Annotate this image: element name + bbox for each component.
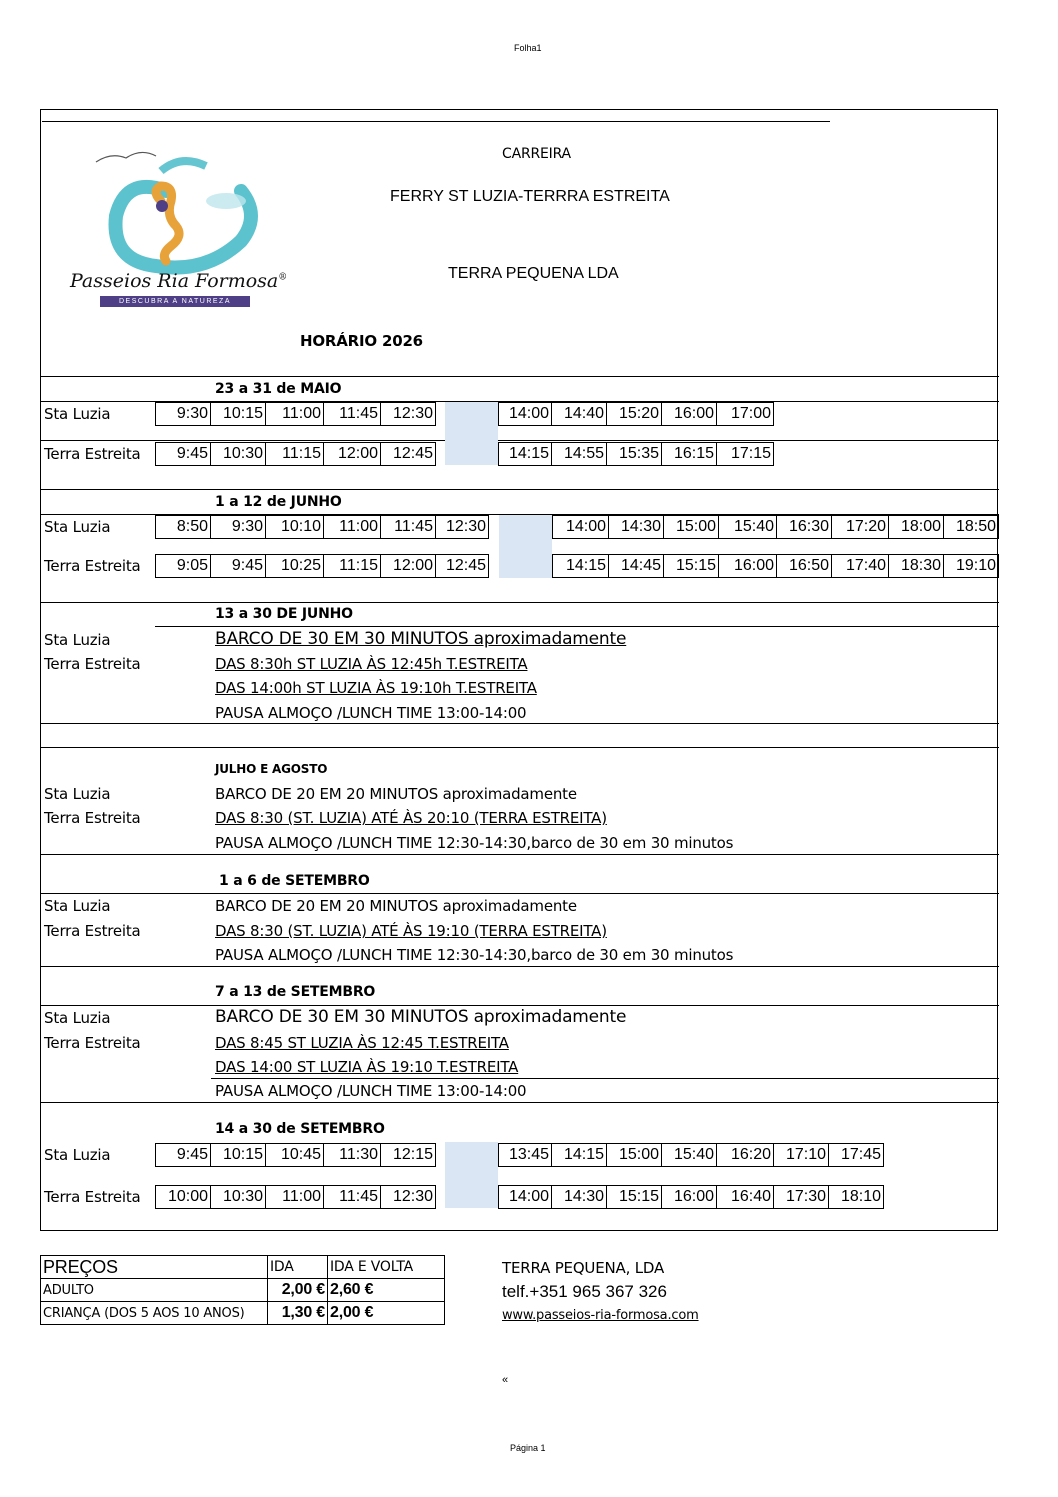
price-ida-volta: 2,00 € — [328, 1302, 445, 1325]
departure-time: 16:20 — [717, 1143, 774, 1167]
logo-mark: ® — [278, 272, 288, 283]
departure-time: 11:45 — [381, 515, 436, 539]
logo-tagline: DESCUBRA A NATUREZA — [100, 296, 250, 307]
set1-hours: DAS 8:30 (ST. LUZIA) ATÉ ÀS 19:10 (TERRA ESTREITA) — [215, 922, 607, 940]
station-terra-estreita: Terra Estreita — [44, 445, 141, 463]
divider — [41, 723, 999, 724]
junho2-afternoon: DAS 14:00h ST LUZIA ÀS 19:10h T.ESTREITA — [215, 679, 537, 697]
departure-time: 12:45 — [381, 442, 436, 466]
departure-time: 12:15 — [381, 1143, 436, 1167]
departure-time: 14:45 — [609, 554, 664, 578]
departure-time: 10:00 — [155, 1185, 211, 1209]
price-ida-volta: 2,60 € — [328, 1279, 445, 1302]
price-row-label: ADULTO — [41, 1279, 268, 1302]
departure-time: 14:15 — [498, 442, 552, 466]
header-line-ferry: FERRY ST LUZIA-TERRRA ESTREITA — [390, 188, 670, 205]
lunch-gap — [445, 402, 498, 465]
station-terra-estreita: Terra Estreita — [44, 1188, 141, 1206]
divider — [41, 1102, 999, 1103]
departure-time: 9:05 — [155, 554, 211, 578]
departure-time: 10:15 — [211, 402, 266, 426]
departure-time: 9:45 — [211, 554, 266, 578]
departure-time: 14:30 — [609, 515, 664, 539]
section-title-maio: 23 a 31 de MAIO — [215, 381, 342, 397]
departure-time: 9:30 — [155, 402, 211, 426]
departure-time: 12:45 — [436, 554, 489, 578]
departure-time: 15:15 — [664, 554, 719, 578]
departure-time: 14:15 — [552, 554, 609, 578]
junho2-frequency: BARCO DE 30 EM 30 MINUTOS aproximadamente — [215, 629, 627, 649]
departure-time: 10:10 — [266, 515, 324, 539]
price-row-label: CRIANÇA (DOS 5 AOS 10 ANOS) — [41, 1302, 268, 1325]
contact-company: TERRA PEQUENA, LDA — [502, 1259, 665, 1277]
website-link[interactable]: www.passeios-ria-formosa.com — [502, 1308, 699, 1323]
departure-time: 11:15 — [266, 442, 324, 466]
station-sta-luzia: Sta Luzia — [44, 1009, 111, 1027]
divider — [41, 966, 999, 967]
section-title-set3: 14 a 30 de SETEMBRO — [215, 1121, 385, 1137]
departure-time: 14:00 — [498, 1185, 552, 1209]
departure-time: 11:30 — [324, 1143, 381, 1167]
header-rule — [42, 121, 830, 122]
page-footer: Página 1 — [510, 1443, 546, 1453]
departure-time: 17:40 — [832, 554, 889, 578]
station-sta-luzia: Sta Luzia — [44, 405, 111, 423]
departure-time: 10:15 — [211, 1143, 266, 1167]
departure-time: 16:00 — [662, 402, 717, 426]
departure-time: 18:30 — [889, 554, 944, 578]
station-terra-estreita: Terra Estreita — [44, 809, 141, 827]
departure-time: 14:30 — [552, 1185, 607, 1209]
departure-time: 11:00 — [266, 402, 324, 426]
departure-time: 14:00 — [552, 515, 609, 539]
departure-time: 9:30 — [211, 515, 266, 539]
departure-time: 11:45 — [324, 402, 381, 426]
divider — [41, 602, 999, 603]
departure-time: 9:45 — [155, 1143, 211, 1167]
departure-time: 16:15 — [662, 442, 717, 466]
departure-time: 15:40 — [719, 515, 777, 539]
col-ida-volta: IDA E VOLTA — [328, 1256, 445, 1279]
departure-time: 17:20 — [832, 515, 889, 539]
departure-time: 10:30 — [211, 1185, 266, 1209]
lunch-gap — [499, 515, 552, 578]
station-sta-luzia: Sta Luzia — [44, 1146, 111, 1164]
departure-time: 12:30 — [436, 515, 489, 539]
departure-time: 11:00 — [266, 1185, 324, 1209]
departure-time: 17:30 — [774, 1185, 829, 1209]
departure-time: 15:00 — [664, 515, 719, 539]
departure-time: 14:40 — [552, 402, 607, 426]
departure-time: 15:35 — [607, 442, 662, 466]
departure-time: 15:20 — [607, 402, 662, 426]
departure-time: 18:50 — [944, 515, 999, 539]
departure-time: 17:15 — [717, 442, 774, 466]
departure-time: 16:50 — [777, 554, 832, 578]
departure-time: 15:15 — [607, 1185, 662, 1209]
departure-time: 19:10 — [944, 554, 999, 578]
departure-time: 16:40 — [717, 1185, 774, 1209]
set2-frequency: BARCO DE 30 EM 30 MINUTOS aproximadamente — [215, 1007, 627, 1027]
set2-afternoon: DAS 14:00 ST LUZIA ÀS 19:10 T.ESTREITA — [215, 1058, 519, 1076]
junho2-morning: DAS 8:30h ST LUZIA ÀS 12:45h T.ESTREITA — [215, 655, 528, 673]
station-sta-luzia: Sta Luzia — [44, 897, 111, 915]
station-terra-estreita: Terra Estreita — [44, 655, 141, 673]
header-line-carreira: CARREIRA — [502, 146, 571, 162]
set1-lunch: PAUSA ALMOÇO /LUNCH TIME 12:30-14:30,barco de 30 em 30 minutos — [215, 946, 734, 964]
departure-time: 17:00 — [717, 402, 774, 426]
divider — [211, 1078, 999, 1079]
departure-time: 15:00 — [607, 1143, 662, 1167]
divider — [41, 854, 999, 855]
departure-time: 12:00 — [324, 442, 381, 466]
contact-phone: telf.+351 965 367 326 — [502, 1282, 667, 1301]
col-ida: IDA — [268, 1256, 328, 1279]
station-sta-luzia: Sta Luzia — [44, 518, 111, 536]
set1-frequency: BARCO DE 20 EM 20 MINUTOS aproximadamente — [215, 897, 577, 915]
departure-time: 16:00 — [662, 1185, 717, 1209]
departure-time: 9:45 — [155, 442, 211, 466]
junho2-lunch: PAUSA ALMOÇO /LUNCH TIME 13:00-14:00 — [215, 704, 527, 722]
departure-time: 17:10 — [774, 1143, 829, 1167]
prices-title: PREÇOS — [41, 1256, 268, 1279]
divider — [155, 626, 999, 627]
set2-lunch: PAUSA ALMOÇO /LUNCH TIME 13:00-14:00 — [215, 1082, 527, 1100]
departure-time: 11:00 — [324, 515, 381, 539]
departure-time: 8:50 — [155, 515, 211, 539]
section-title-julago: JULHO E AGOSTO — [215, 762, 328, 776]
departure-time: 16:30 — [777, 515, 832, 539]
station-terra-estreita: Terra Estreita — [44, 922, 141, 940]
divider — [41, 1005, 999, 1006]
departure-time: 11:15 — [324, 554, 381, 578]
section-title-junho2: 13 a 30 DE JUNHO — [215, 606, 353, 622]
divider — [41, 376, 999, 377]
departure-time: 18:00 — [889, 515, 944, 539]
section-title-set1: 1 a 6 de SETEMBRO — [219, 873, 370, 889]
header-line-company: TERRA PEQUENA LDA — [448, 265, 619, 282]
departure-time: 14:55 — [552, 442, 607, 466]
divider — [41, 489, 999, 490]
station-sta-luzia: Sta Luzia — [44, 785, 111, 803]
logo-name-text: Passeios Ria Formosa — [70, 270, 279, 292]
divider — [41, 440, 999, 441]
prices-table — [40, 1255, 445, 1325]
departure-time: 12:30 — [381, 402, 436, 426]
page-title: HORÁRIO 2026 — [300, 332, 423, 350]
departure-time: 10:30 — [211, 442, 266, 466]
station-terra-estreita: Terra Estreita — [44, 557, 141, 575]
julago-lunch: PAUSA ALMOÇO /LUNCH TIME 12:30-14:30,barco de 30 em 30 minutos — [215, 834, 734, 852]
section-title-set2: 7 a 13 de SETEMBRO — [215, 984, 376, 1000]
departure-time: 16:00 — [719, 554, 777, 578]
julago-frequency: BARCO DE 20 EM 20 MINUTOS aproximadamente — [215, 785, 577, 803]
departure-time: 14:00 — [498, 402, 552, 426]
departure-time: 11:45 — [324, 1185, 381, 1209]
station-sta-luzia: Sta Luzia — [44, 631, 111, 649]
section-title-junho1: 1 a 12 de JUNHO — [215, 494, 342, 510]
sheet-name: Folha1 — [514, 43, 542, 53]
departure-time: 10:45 — [266, 1143, 324, 1167]
departure-time: 12:30 — [381, 1185, 436, 1209]
departure-time: 17:45 — [829, 1143, 884, 1167]
departure-time: 12:00 — [381, 554, 436, 578]
stray-mark: « — [502, 1374, 509, 1386]
company-logo — [66, 146, 311, 316]
price-ida: 2,00 € — [268, 1279, 328, 1302]
station-terra-estreita: Terra Estreita — [44, 1034, 141, 1052]
price-ida: 1,30 € — [268, 1302, 328, 1325]
departure-time: 10:25 — [266, 554, 324, 578]
departure-time: 18:10 — [829, 1185, 884, 1209]
departure-time: 14:15 — [552, 1143, 607, 1167]
departure-time: 15:40 — [662, 1143, 717, 1167]
julago-hours: DAS 8:30 (ST. LUZIA) ATÉ ÀS 20:10 (TERRA ESTREITA) — [215, 809, 607, 827]
lunch-gap — [445, 1142, 498, 1208]
departure-time: 13:45 — [498, 1143, 552, 1167]
divider — [41, 893, 999, 894]
divider — [41, 747, 999, 748]
logo-name — [70, 270, 287, 292]
set2-morning: DAS 8:45 ST LUZIA ÀS 12:45 T.ESTREITA — [215, 1034, 509, 1052]
